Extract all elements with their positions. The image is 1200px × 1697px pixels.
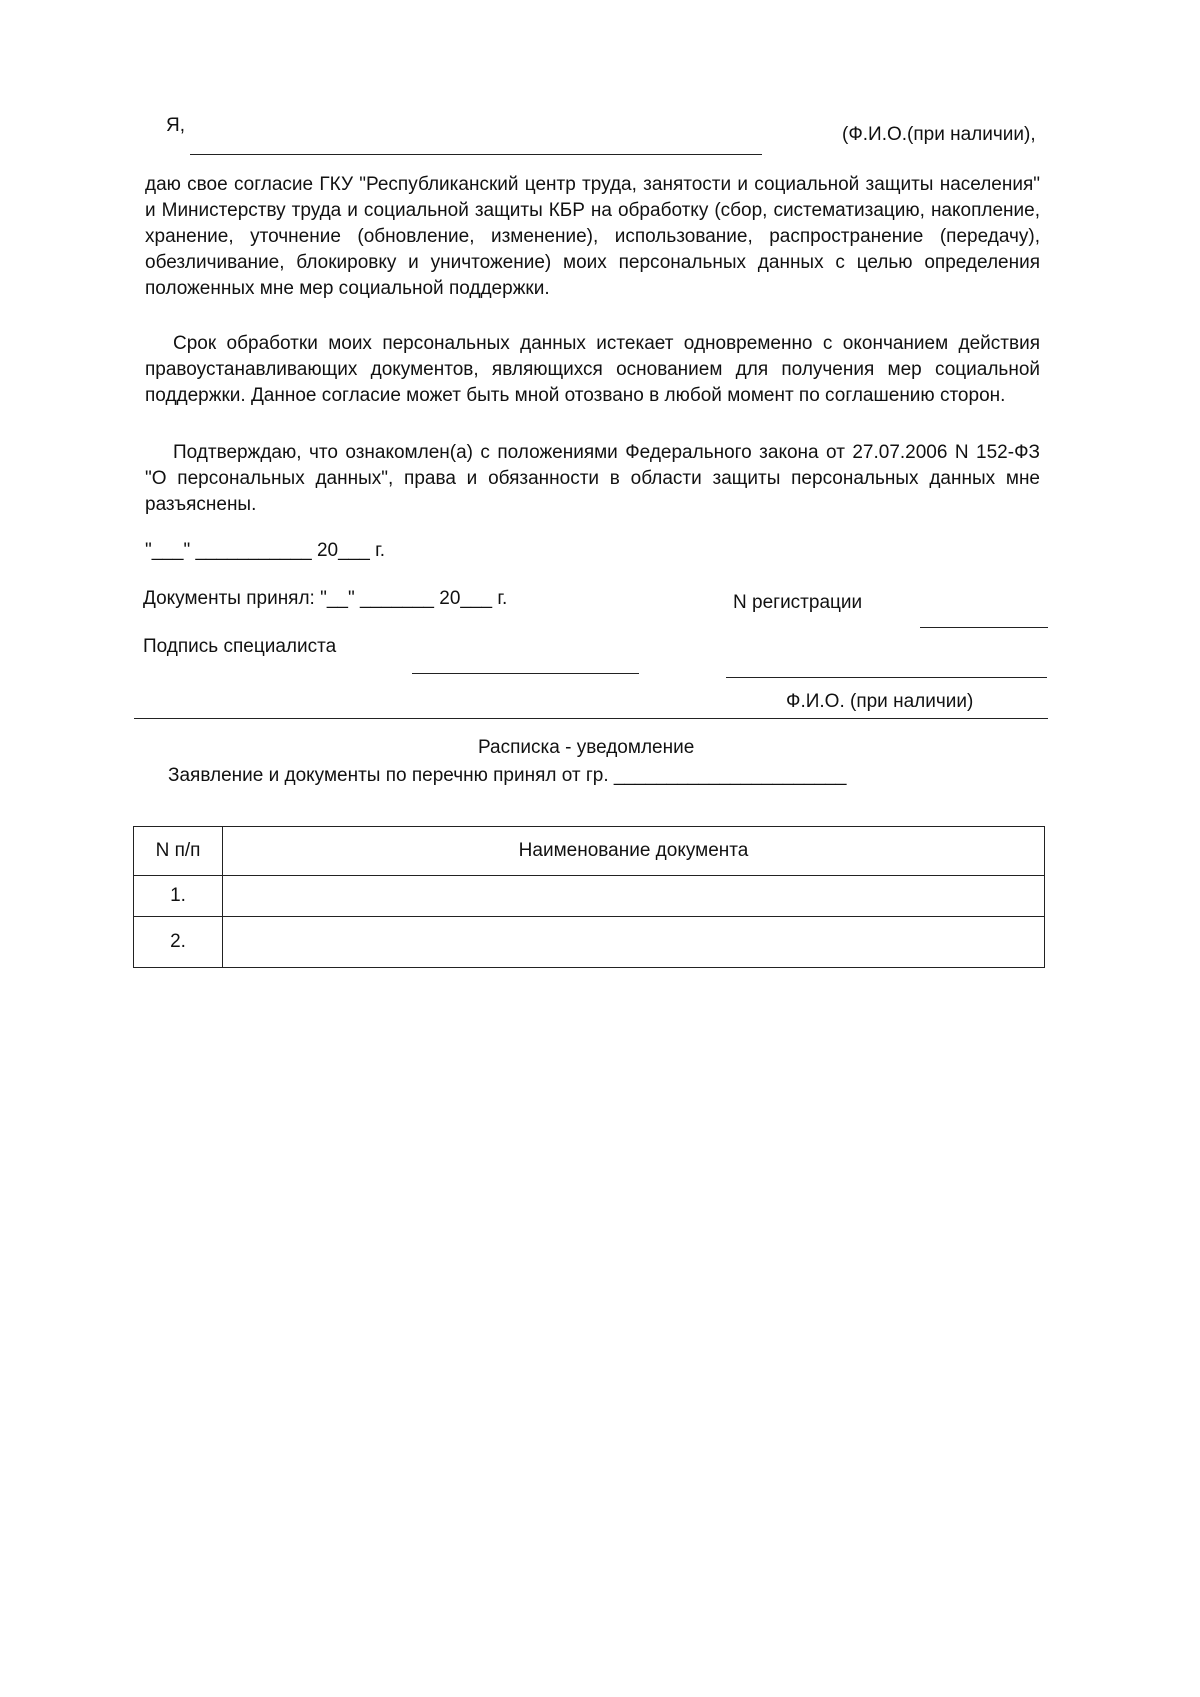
receipt-text: Заявление и документы по перечню принял от гр. ______________________ <box>168 765 847 786</box>
signature-line <box>412 673 639 674</box>
term-paragraph: Срок обработки моих персональных данных истекает одновременно с окончанием действия правоустанавливающих документов, являющихся основанием для получения мер социальной поддержки. Данное согласие может быть мной отозвано в любой момент по соглашению сторон. <box>145 333 1040 406</box>
section-divider <box>134 718 1048 719</box>
document-name-cell <box>223 876 1045 917</box>
row-number-cell: 2. <box>134 917 223 968</box>
fio-hint-label: (Ф.И.О.(при наличии), <box>842 124 1036 145</box>
confirmation-paragraph: Подтверждаю, что ознакомлен(а) с положениями Федерального закона от 27.07.2006 N 152-ФЗ "О персональных данных", права и обязанности в области защиты персональных данных мне разъяснены. <box>145 442 1040 515</box>
ya-label: Я, <box>166 115 185 136</box>
specialist-signature-label: Подпись специалиста <box>143 636 337 657</box>
specialist-fio-hint: Ф.И.О. (при наличии) <box>786 691 974 712</box>
document-name-cell <box>223 917 1045 968</box>
registration-number-line <box>920 627 1048 628</box>
table-row <box>134 917 1045 968</box>
registration-number-label: N регистрации <box>733 592 863 613</box>
specialist-fio-line <box>726 677 1047 678</box>
fio-underline <box>190 154 762 155</box>
table-header-row <box>134 827 1045 876</box>
column-header-number: N п/п <box>134 827 223 876</box>
table-row <box>134 876 1045 917</box>
documents-table <box>133 826 1045 968</box>
row-number-cell: 1. <box>134 876 223 917</box>
column-header-document-name: Наименование документа <box>223 827 1045 876</box>
consent-paragraph: даю свое согласие ГКУ "Республиканский центр труда, занятости и социальной защиты населения" и Министерству труда и социальной защиты КБР на обработку (сбор, систематизацию, накопление, хранение, уточнение (обновление, изменение), использование, распространение (передачу), обезличивание, блокировку и уничтожение) моих персональных данных с целью определения положенных мне мер социальной поддержки. <box>145 174 1040 299</box>
date-line: "___" ___________ 20___ г. <box>145 540 385 561</box>
documents-accepted-label: Документы принял: "__" _______ 20___ г. <box>143 588 508 609</box>
receipt-title: Расписка - уведомление <box>478 737 695 758</box>
